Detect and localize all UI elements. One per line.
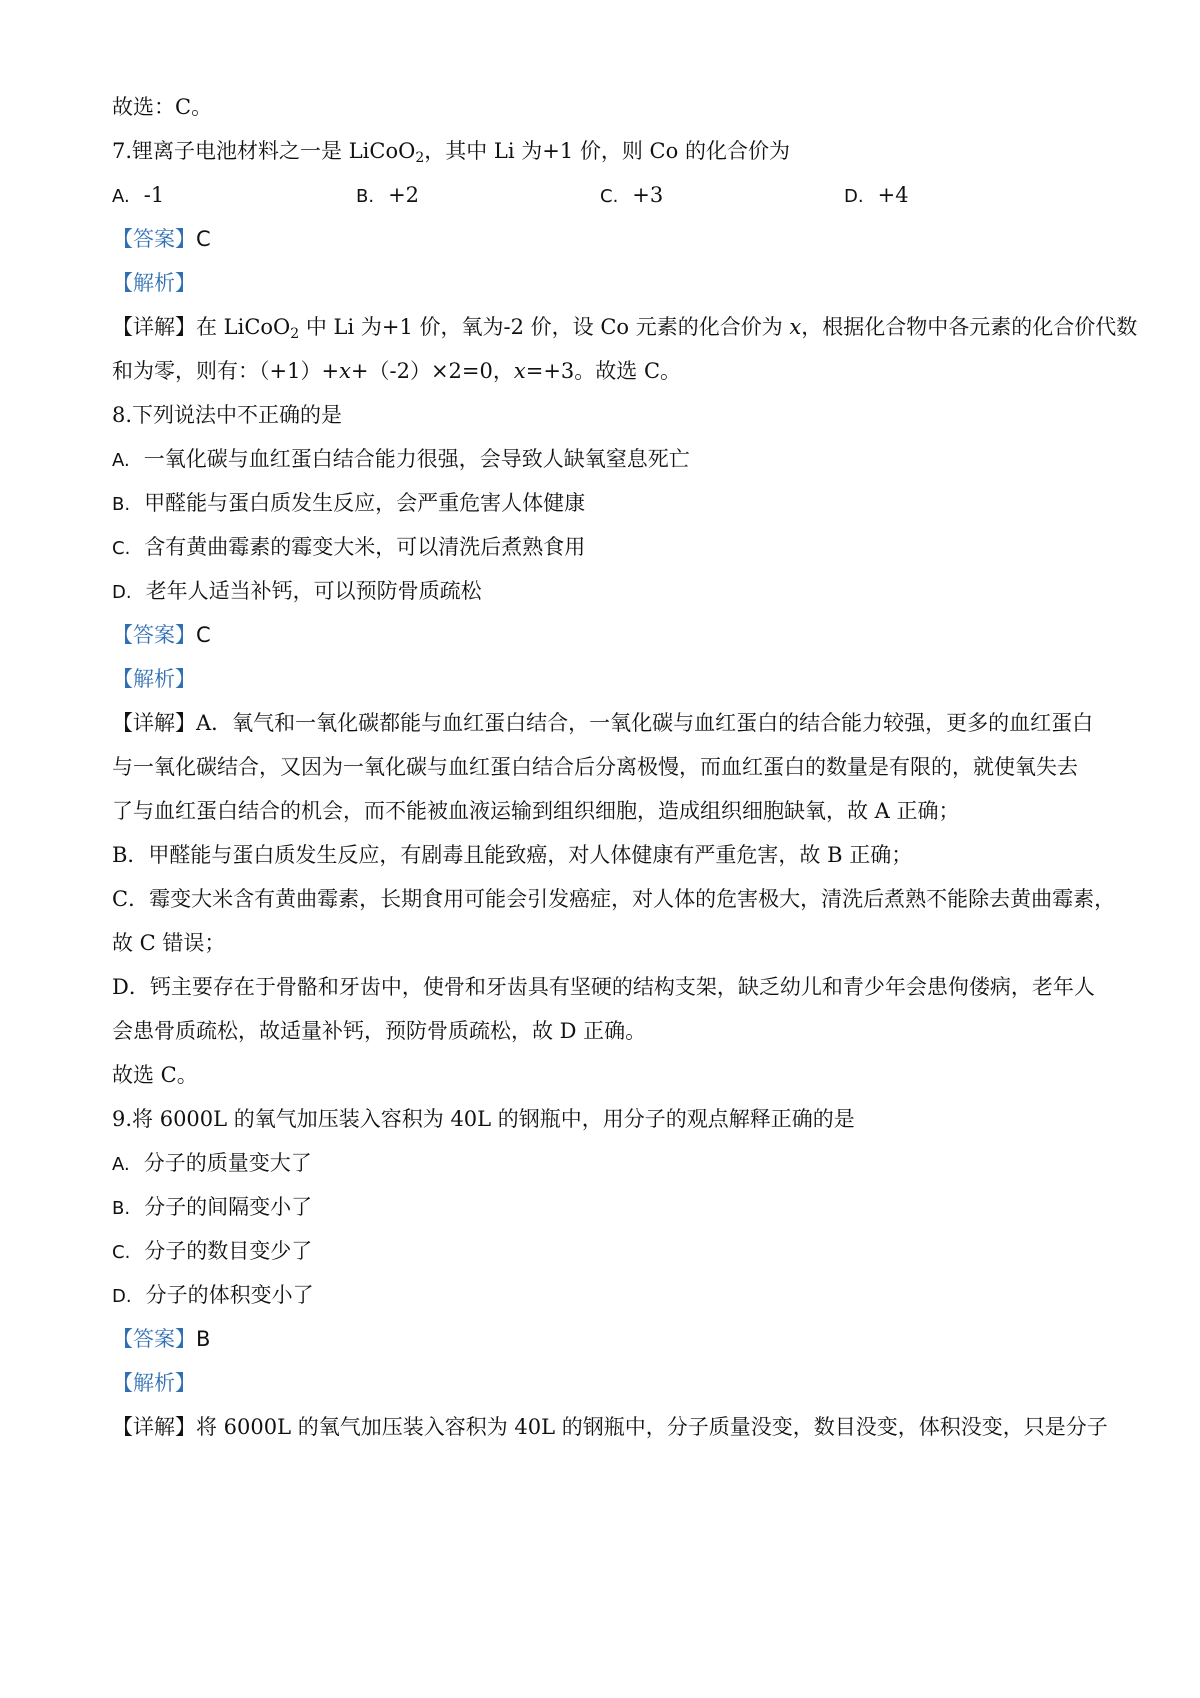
answer-tag: 【答案】 bbox=[112, 227, 196, 251]
q8-detail-line-2: 与一氧化碳结合，又因为一氧化碳与血红蛋白结合后分离极慢，而血红蛋白的数量是有限的，就使氧失去 bbox=[112, 755, 1078, 779]
q8-detail-line-8: 会患骨质疏松，故适量补钙，预防骨质疏松，故 D 正确。 bbox=[112, 1019, 647, 1043]
analysis-tag: 【解析】 bbox=[112, 1371, 196, 1395]
q8-option-c: C. 含有黄曲霉素的霉变大米，可以清洗后煮熟食用 bbox=[112, 535, 586, 559]
analysis-tag: 【解析】 bbox=[112, 271, 196, 295]
q8-analysis-heading bbox=[112, 664, 1092, 694]
q7-answer bbox=[112, 224, 1092, 254]
q8-option-d: D. 老年人适当补钙，可以预防骨质疏松 bbox=[112, 579, 482, 603]
answer-tag: 【答案】 bbox=[112, 1327, 196, 1351]
analysis-tag: 【解析】 bbox=[112, 667, 196, 691]
q7-options bbox=[112, 180, 1092, 212]
detail-tag: 【详解】 bbox=[112, 1415, 196, 1439]
q9-option-d: D. 分子的体积变小了 bbox=[112, 1283, 314, 1307]
q7-option-a: A. -1 bbox=[112, 183, 165, 207]
q9-stem: 9.将 6000L 的氧气加压装入容积为 40L 的钢瓶中，用分子的观点解释正确的是 bbox=[112, 1107, 855, 1131]
detail-tag: 【详解】 bbox=[112, 711, 196, 735]
q8-detail-line-3: 了与血红蛋白结合的机会，而不能被血液运输到组织细胞，造成组织细胞缺氧，故 A 正确； bbox=[112, 799, 960, 823]
q8-option-a: A. 一氧化碳与血红蛋白结合能力很强，会导致人缺氧窒息死亡 bbox=[112, 447, 690, 471]
q8-answer bbox=[112, 620, 1092, 650]
answer-tag: 【答案】 bbox=[112, 623, 196, 647]
q7-detail-line-1: 【详解】在 LiCoO$_2$ 中 Li 为+1 价，氧为-2 价，设 Co 元素的化合价为 x，根据化合物中各元素的化合价代数 bbox=[112, 315, 1138, 342]
q8-detail-line-7: D．钙主要存在于骨骼和牙齿中，使骨和牙齿具有坚硬的结构支架，缺乏幼儿和青少年会患佝偻病，老年人 bbox=[112, 975, 1095, 999]
q7-option-b: B. +2 bbox=[356, 183, 420, 207]
q9-detail-line-1: 【详解】将 6000L 的氧气加压装入容积为 40L 的钢瓶中，分子质量没变，数目没变，体积没变，只是分子 bbox=[112, 1415, 1108, 1439]
q8-detail-line-1: 【详解】A．氧气和一氧化碳都能与血红蛋白结合，一氧化碳与血红蛋白的结合能力较强，更多的血红蛋白 bbox=[112, 711, 1094, 735]
q9-option-c: C. 分子的数目变少了 bbox=[112, 1239, 313, 1263]
answer-value: B bbox=[196, 1327, 211, 1351]
answer-value: C bbox=[196, 227, 211, 251]
q8-option-b: B. 甲醛能与蛋白质发生反应，会严重危害人体健康 bbox=[112, 491, 586, 515]
q8-stem: 8.下列说法中不正确的是 bbox=[112, 403, 343, 427]
q9-analysis-heading bbox=[112, 1368, 1092, 1398]
q8-conclusion: 故选 C。 bbox=[112, 1063, 198, 1087]
answer-value: C bbox=[196, 623, 211, 647]
q8-detail-line-4: B．甲醛能与蛋白质发生反应，有剧毒且能致癌，对人体健康有严重危害，故 B 正确； bbox=[112, 843, 913, 867]
q9-option-a: A. 分子的质量变大了 bbox=[112, 1151, 312, 1175]
previous-conclusion: 故选：C。 bbox=[112, 95, 213, 119]
q7-detail-line-2: 和为零，则有：（+1）+x+（-2）×2=0，x=+3。故选 C。 bbox=[112, 359, 682, 383]
q7-stem: 7.锂离子电池材料之一是 LiCoO$_2$，其中 Li 为+1 价，则 Co 的化合价为 bbox=[112, 139, 790, 166]
q7-option-c: C. +3 bbox=[600, 183, 664, 207]
detail-tag: 【详解】 bbox=[112, 315, 196, 339]
q7-option-d: D. +4 bbox=[844, 183, 909, 207]
q8-detail-line-5: C．霉变大米含有黄曲霉素，长期食用可能会引发癌症，对人体的危害极大，清洗后煮熟不能除去黄曲霉素， bbox=[112, 887, 1116, 911]
q9-answer bbox=[112, 1324, 1092, 1354]
q7-analysis-heading bbox=[112, 268, 1092, 298]
q8-detail-line-6: 故 C 错误； bbox=[112, 931, 226, 955]
q9-option-b: B. 分子的间隔变小了 bbox=[112, 1195, 313, 1219]
